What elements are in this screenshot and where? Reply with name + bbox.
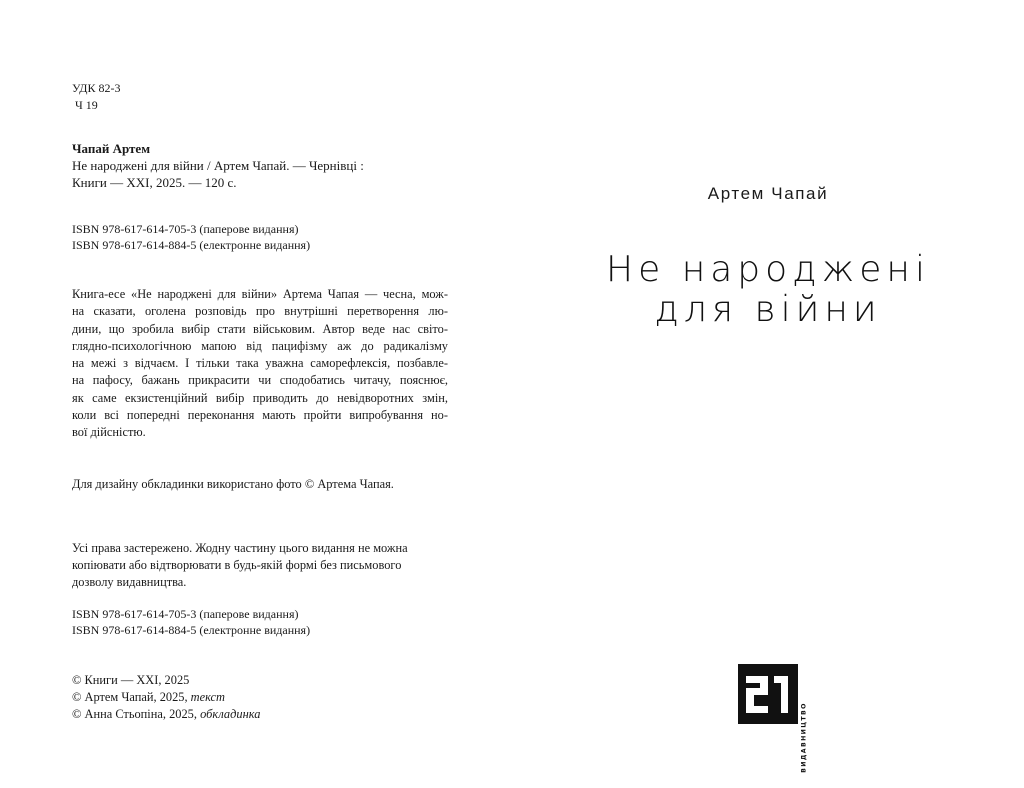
title-page-author: Артем Чапай — [707, 184, 829, 203]
copyright-cover-role: обкладинка — [200, 707, 261, 721]
copyright-author-role: текст — [190, 690, 225, 704]
biblio-entry-line: Не народжені для війни / Артем Чапай. — Чернівці : — [72, 158, 364, 173]
copyright-cover-holder: © Анна Стьопіна, 2025, — [72, 707, 201, 721]
isbn-electronic: ISBN 978-617-614-884-5 (електронне видання) — [72, 238, 311, 252]
title-page — [512, 0, 1024, 788]
cover-photo-credit: Для дизайну обкладинки використано фото © Артема Чапая. — [72, 477, 394, 491]
isbn-paper: ISBN 978-617-614-705-3 (паперове видання) — [72, 222, 299, 236]
publisher-21-logo-icon — [738, 664, 798, 724]
book-title-line: Не народжені — [606, 249, 930, 290]
rights-line: копіювати або відтворювати в будь-якій формі без письмового — [72, 558, 402, 572]
annotation-line: коли всі попередні переконання мають пройти випробування но- — [72, 408, 448, 423]
annotation-line: вої дійсністю. — [72, 425, 146, 440]
publisher-caption — [798, 664, 808, 773]
book-title — [512, 250, 1024, 330]
isbn-paper: ISBN 978-617-614-705-3 (паперове видання) — [72, 607, 299, 621]
annotation-line: на сказати, оголена розповідь про внутрішні перетворення лю- — [72, 304, 448, 319]
bibliographic-record — [72, 140, 447, 191]
rights-line: дозволу видавництва. — [72, 575, 187, 589]
annotation-line: глядно-психологічною мапою від пацифізму аж до радикалізму — [72, 338, 448, 353]
copyright-author — [72, 689, 260, 706]
udk-classification — [72, 80, 120, 114]
isbn-list-bottom — [72, 606, 310, 638]
biblio-entry-line: Книги — XXI, 2025. — 120 с. — [72, 175, 237, 190]
rights-notice — [72, 540, 408, 591]
biblio-author: Чапай Артем — [72, 141, 151, 156]
udk-code: УДК 82-3 — [72, 81, 121, 95]
annotation-line: Книга-есе «Не народжені для війни» Артема Чапая — чесна, мож- — [72, 287, 448, 301]
publisher-caption-text: ВИДАВНИЦТВО — [800, 702, 808, 773]
annotation-line: на межі з відчаєм. І тільки така уважна саморефлексія, позбавле- — [72, 356, 448, 371]
annotation-line: на пафосу, бажань прикрасити чи сподобатись читачу, пояснює, — [72, 373, 448, 388]
isbn-list-top — [72, 221, 310, 253]
isbn-electronic: ISBN 978-617-614-884-5 (електронне видання) — [72, 623, 311, 637]
book-title-line: для війни — [654, 289, 882, 330]
copyright-author-holder: © Артем Чапай, 2025, — [72, 690, 191, 704]
annotation-line: дини, що зробила вибір стати військовим. Автор веде нас світо- — [72, 321, 448, 336]
annotation-line: як саме екзистенційний вибір приводить до невідворотних змін, — [72, 390, 448, 405]
cutter-number: Ч 19 — [75, 98, 98, 112]
copyright-publisher: © Книги — XXI, 2025 — [72, 673, 190, 687]
book-annotation — [72, 286, 448, 442]
copyright-cover — [72, 706, 260, 723]
copyright-notice — [72, 672, 260, 723]
rights-line: Усі права застережено. Жодну частину цього видання не можна — [72, 541, 408, 555]
